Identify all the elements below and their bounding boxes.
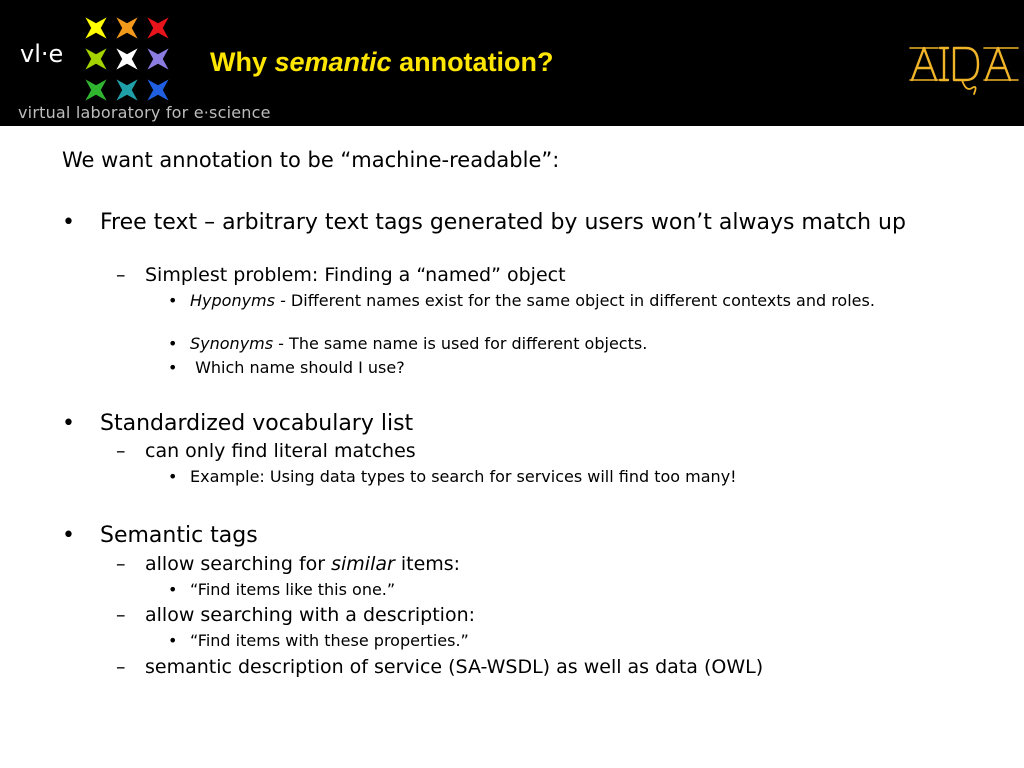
item-rest: - Different names exist for the same object in different contexts and roles.	[274, 291, 875, 310]
sub-bullet-text: can only find literal matches	[145, 440, 416, 462]
dot-marker: •	[168, 334, 178, 353]
bullet-marker: •	[62, 523, 75, 548]
dot-marker: •	[168, 467, 178, 486]
sub-bullet-text: semantic description of service (SA-WSDL) as well as data (OWL)	[145, 656, 764, 678]
dash-marker: –	[116, 553, 126, 575]
bullet-text: Semantic tags	[100, 523, 258, 548]
dot-marker: •	[168, 580, 178, 599]
dash-marker: –	[116, 440, 126, 462]
title-prefix: Why	[210, 47, 275, 77]
title-emphasis: semantic	[274, 47, 392, 77]
aida-logo-label: AIDA	[964, 94, 967, 95]
item-text: Which name should I use?	[190, 358, 405, 377]
text-pre: allow searching for	[145, 553, 332, 575]
vle-tagline: virtual laboratory for e·science	[18, 103, 271, 122]
bullet-marker: •	[62, 411, 75, 436]
intro-text: We want annotation to be “machine-readable”:	[62, 148, 560, 172]
term-hyponyms: Hyponyms	[190, 291, 275, 310]
dot-marker: •	[168, 358, 178, 377]
term-synonyms: Synonyms	[190, 334, 274, 353]
dot-marker: •	[168, 291, 178, 310]
dash-marker: –	[116, 604, 126, 626]
dash-marker: –	[116, 264, 126, 286]
title-suffix: annotation?	[391, 47, 554, 77]
sub-bullet-text: allow searching with a description:	[145, 604, 476, 626]
dot-marker: •	[168, 631, 178, 650]
bullet-text: Standardized vocabulary list	[100, 411, 414, 436]
item-text	[190, 334, 970, 353]
item-text: “Find items with these properties.”	[190, 631, 469, 650]
dash-marker: –	[116, 656, 126, 678]
bullet-text: Free text – arbitrary text tags generated by users won’t always match up	[100, 210, 906, 235]
vle-logo-text: vl·e	[20, 40, 64, 68]
term-similar: similar	[331, 553, 395, 575]
sub-bullet-text: Simplest problem: Finding a “named” object	[145, 264, 566, 286]
item-text	[190, 291, 970, 310]
text-post: items:	[394, 553, 461, 575]
item-text: “Find items like this one.”	[190, 580, 396, 599]
sub-bullet-text	[145, 553, 460, 575]
bullet-marker: •	[62, 210, 75, 235]
item-text: Example: Using data types to search for services will find too many!	[190, 467, 737, 486]
item-rest: - The same name is used for different objects.	[273, 334, 648, 353]
